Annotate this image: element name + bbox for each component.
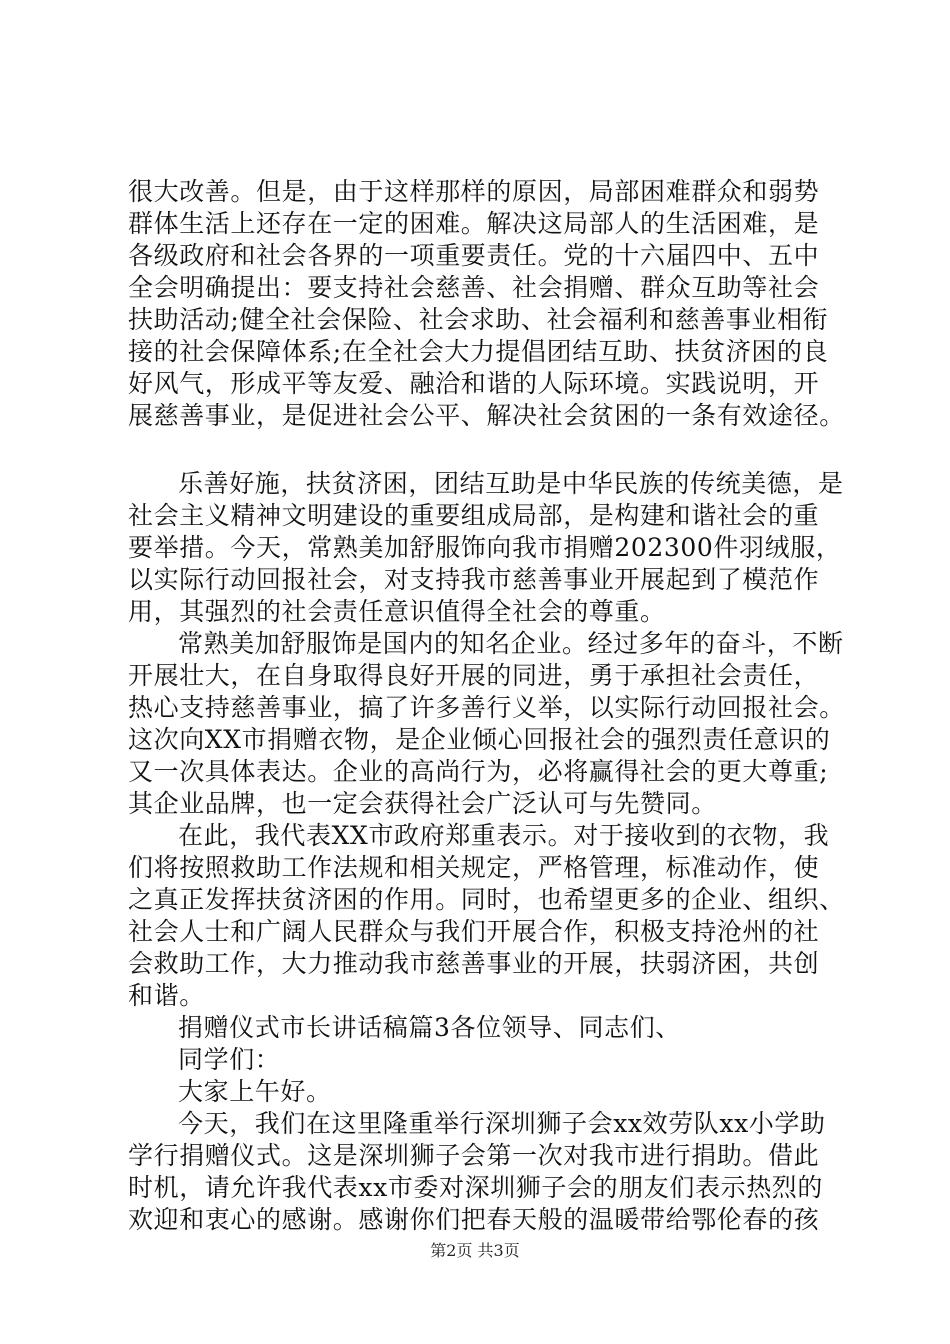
text-line: 时机，请允许我代表xx市委对深圳狮子会的朋友们表示热烈的: [128, 1173, 824, 1202]
text-line: 好风气，形成平等友爱、融洽和谐的人际环境。实践说明，开: [128, 369, 820, 398]
text-line: 学行捐赠仪式。这是深圳狮子会第一次对我市进行捐助。借此: [128, 1141, 820, 1170]
text-line: 在此，我代表XX市政府郑重表示。对于接收到的衣物，我: [178, 821, 830, 850]
text-line: 大家上午好。: [178, 1077, 332, 1106]
text-line: 要举措。今天，常熟美加舒服饰向我市捐赠202300件羽绒服，: [128, 533, 842, 562]
text-line: 社会人士和广阔人民群众与我们开展合作，积极支持沧州的社: [128, 917, 820, 946]
paragraph-7: [128, 1076, 848, 1108]
paragraph-gap: [128, 432, 848, 468]
text-line: 开展壮大，在自身取得良好开展的同进，勇于承担社会责任，: [128, 661, 820, 690]
paragraph-3: [128, 628, 848, 820]
paragraph-4: [128, 820, 848, 1012]
text-line: 这次向XX市捐赠衣物，是企业倾心回报社会的强烈责任意识的: [128, 725, 831, 754]
paragraph-5: [128, 1012, 848, 1044]
text-line: 群体生活上还存在一定的困难。解决这局部人的生活困难，是: [128, 209, 820, 238]
paragraph-1: [128, 176, 848, 432]
text-line: 其企业品牌，也一定会获得社会广泛认可与先赞同。: [128, 789, 717, 818]
text-line: 之真正发挥扶贫济困的作用。同时，也希望更多的企业、组织、: [128, 885, 845, 914]
text-line: 常熟美加舒服饰是国内的知名企业。经过多年的奋斗，不断: [178, 629, 844, 658]
text-line: 用，其强烈的社会责任意识值得全社会的尊重。: [128, 597, 666, 626]
text-line: 捐赠仪式市长讲话稿篇3各位领导、同志们、: [178, 1013, 681, 1042]
text-line: 欢迎和衷心的感谢。感谢你们把春天般的温暖带给鄂伦春的孩: [128, 1205, 820, 1234]
paragraph-8: [128, 1108, 848, 1236]
page-footer: [0, 1241, 950, 1261]
document-body: [128, 176, 848, 1236]
text-line: 全会明确提出：要支持社会慈善、社会捐赠、群众互助等社会: [128, 273, 820, 302]
paragraph-2: [128, 468, 848, 628]
text-line: 又一次具体表达。企业的高尚行为，必将赢得社会的更大尊重;: [128, 757, 829, 786]
text-line: 各级政府和社会各界的一项重要责任。党的十六届四中、五中: [128, 241, 820, 270]
text-line: 接的社会保障体系;在全社会大力提倡团结互助、扶贫济困的良: [128, 337, 829, 366]
text-line: 热心支持慈善事业，搞了许多善行义举，以实际行动回报社会。: [128, 693, 845, 722]
paragraph-6: [128, 1044, 848, 1076]
text-line: 很大改善。但是，由于这样那样的原因，局部困难群众和弱势: [128, 177, 820, 206]
text-line: 和谐。: [128, 981, 205, 1010]
text-line: 社会主义精神文明建设的重要组成局部，是构建和谐社会的重: [128, 501, 820, 530]
text-line: 展慈善事业，是促进社会公平、解决社会贫困的一条有效途径。: [128, 401, 845, 430]
text-line: 乐善好施，扶贫济困，团结互助是中华民族的传统美德，是: [178, 469, 844, 498]
text-line: 会救助工作，大力推动我市慈善事业的开展，扶弱济困，共创: [128, 949, 820, 978]
text-line: 们将按照救助工作法规和相关规定，严格管理，标准动作，使: [128, 853, 820, 882]
text-line: 同学们：: [178, 1045, 281, 1074]
text-line: 扶助活动;健全社会保险、社会求助、社会福利和慈善事业相衔: [128, 305, 829, 334]
page-number-label: 第2页 共3页: [430, 1241, 520, 1260]
text-line: 以实际行动回报社会，对支持我市慈善事业开展起到了模范作: [128, 565, 820, 594]
text-line: 今天，我们在这里隆重举行深圳狮子会xx效劳队xx小学助: [178, 1109, 826, 1138]
